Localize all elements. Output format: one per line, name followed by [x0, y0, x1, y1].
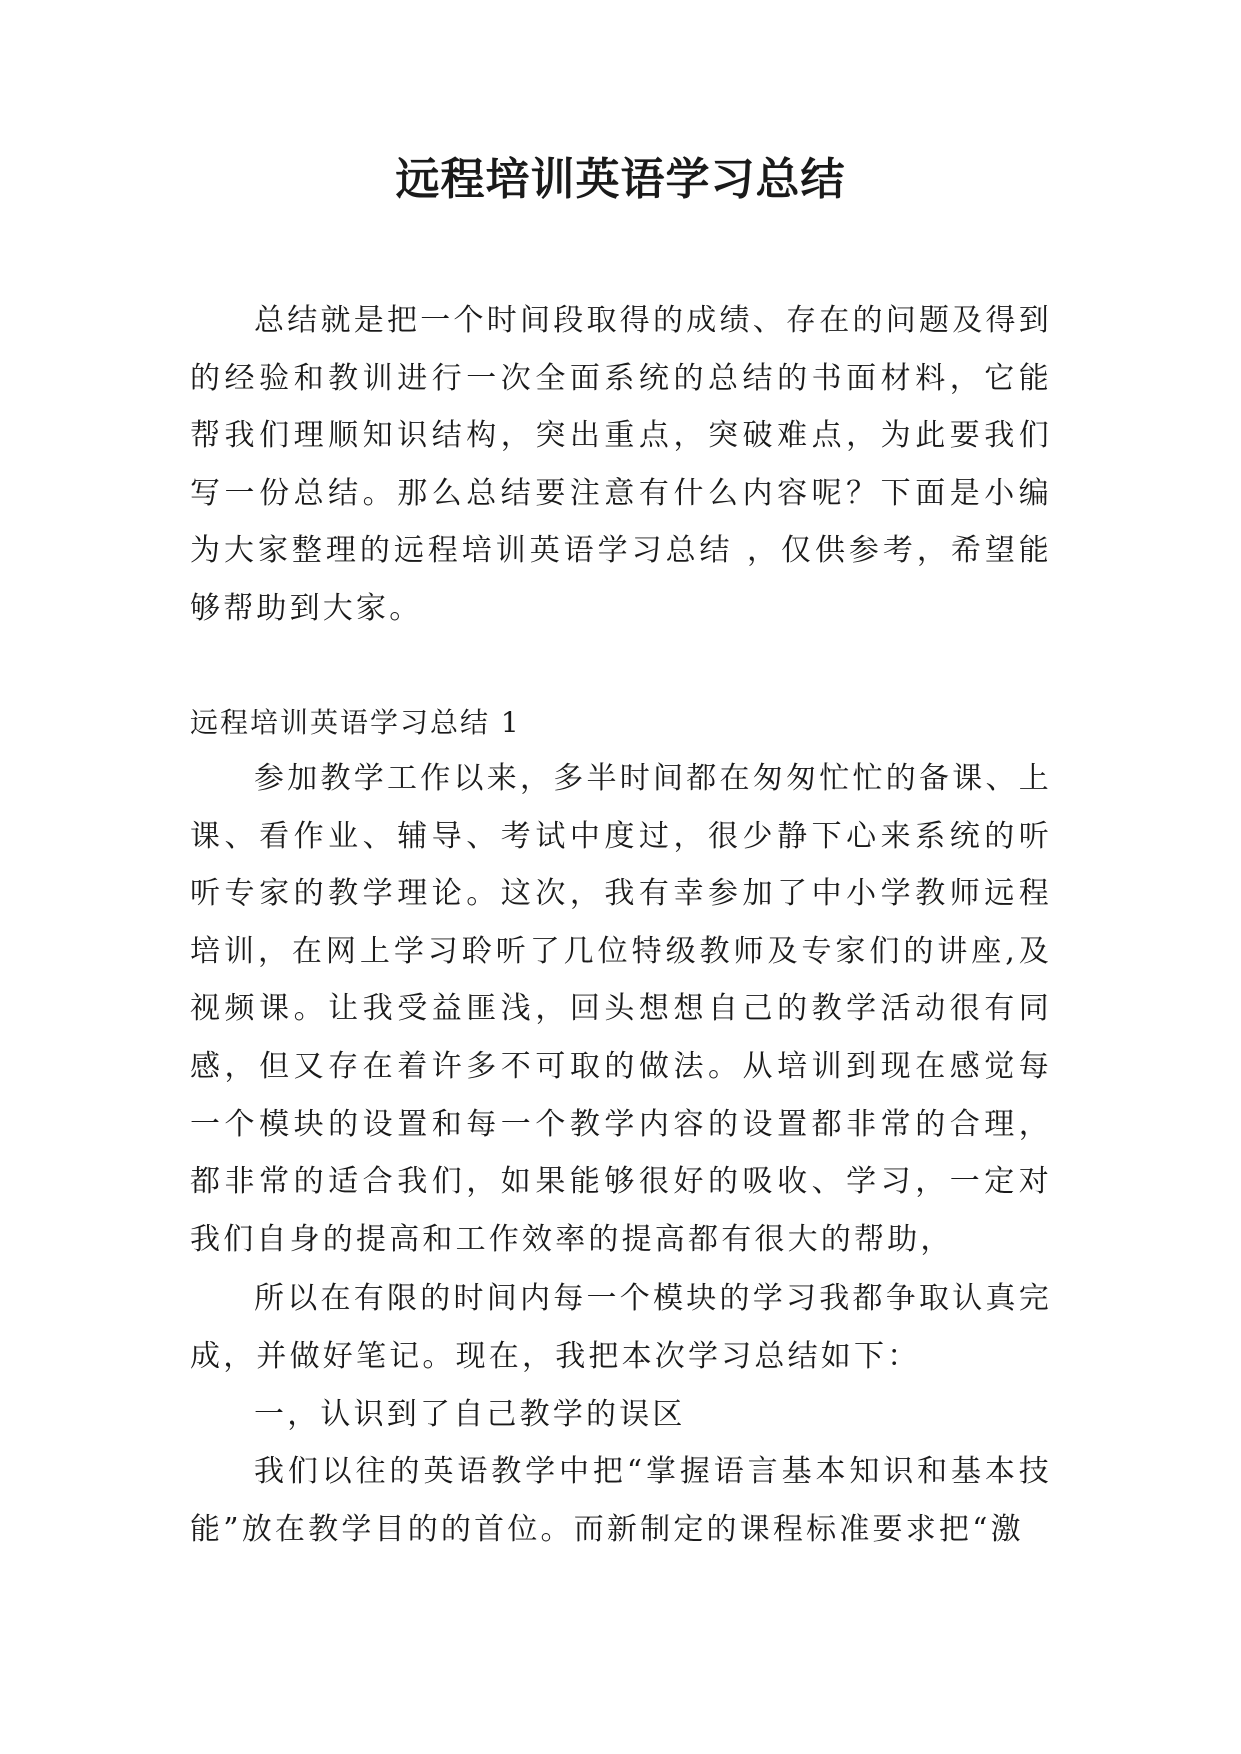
- body-paragraph: 所以在有限的时间内每一个模块的学习我都争取认真完成，并做好笔记。现在，我把本次学习总结如下：: [190, 1281, 1052, 1374]
- intro-paragraph: 总结就是把一个时间段取得的成绩、存在的问题及得到的经验和教训进行一次全面系统的总结的书面材料，它能帮我们理顺知识结构，突出重点，突破难点，为此要我们写一份总结。那么总结要注意有什么内容呢？下面是小编为大家整理的远程培训英语学习总结 ，仅供参考，希望能够帮助到大家。: [190, 303, 1052, 626]
- body-paragraph: 参加教学工作以来，多半时间都在匆匆忙忙的备课、上课、看作业、辅导、考试中度过，很少静下心来系统的听听专家的教学理论。这次，我有幸参加了中小学教师远程培训，在网上学习聆听了几位特级教师及专家们的讲座,及视频课。让我受益匪浅，回头想想自己的教学活动很有同感，但又存在着许多不可取的做法。从培训到现在感觉每一个模块的设置和每一个教学内容的设置都非常的合理，都非常的适合我们，如果能够很好的吸收、学习，一定对我们自身的提高和工作效率的提高都有很大的帮助，: [190, 761, 1052, 1257]
- document-title: 远程培训英语学习总结: [395, 154, 846, 205]
- subheading-paragraph: 一，认识到了自己教学的误区: [254, 1397, 686, 1432]
- body-paragraph: 我们以往的英语教学中把“掌握语言基本知识和基本技能”放在教学目的的首位。而新制定的课程标准要求把“激: [190, 1454, 1052, 1547]
- section-heading: 远程培训英语学习总结 1: [190, 706, 521, 739]
